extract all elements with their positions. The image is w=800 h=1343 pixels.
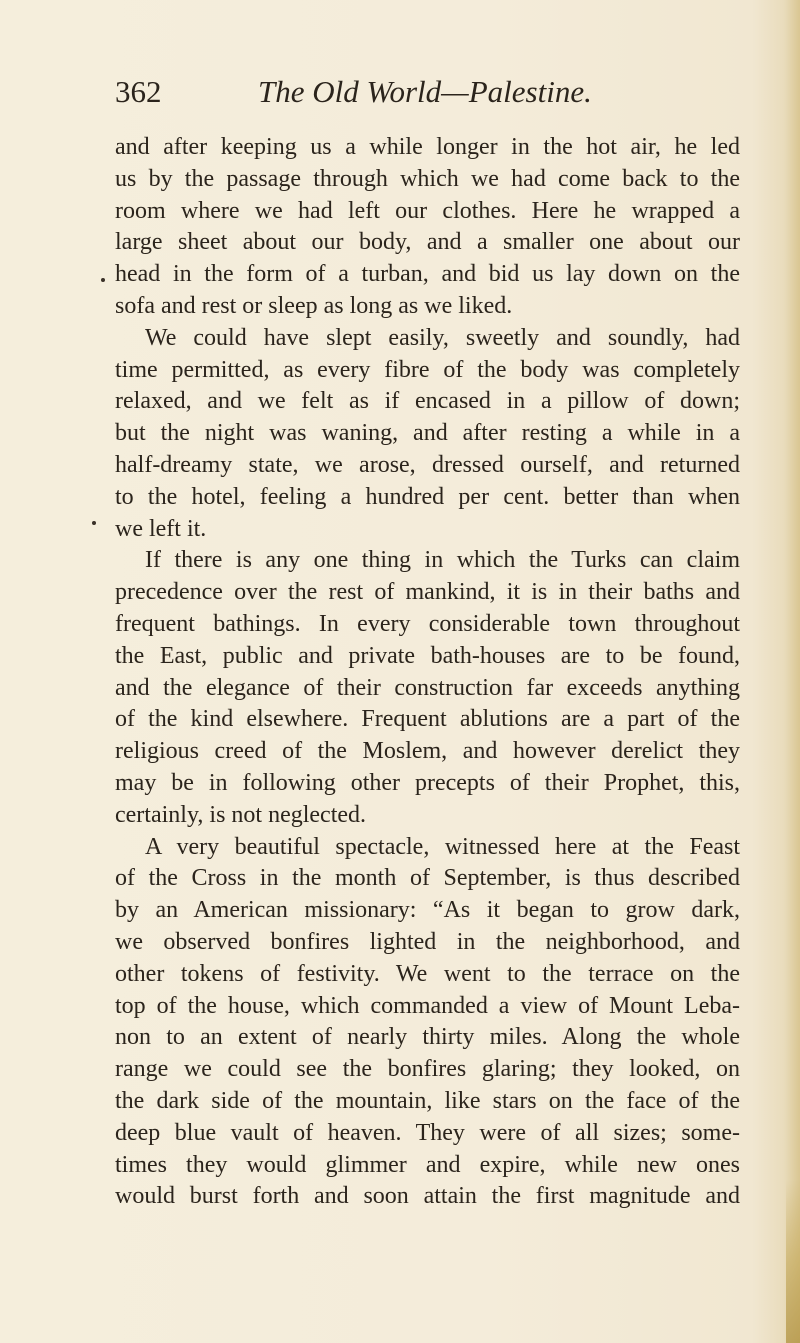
text-line: the East, public and private bath-houses are to be found, — [115, 642, 740, 669]
text-line: non to an extent of nearly thirty miles. Along the whole — [115, 1024, 740, 1051]
text-line: times they would glimmer and expire, while new ones — [115, 1151, 740, 1178]
text-line: the dark side of the mountain, like stars on the face of the — [115, 1087, 740, 1114]
text-line: of the kind elsewhere. Frequent ablutions are a part of the — [115, 706, 740, 733]
text-line: We could have slept easily, sweetly and soundly, had — [145, 324, 740, 351]
text-line: large sheet about our body, and a smaller one about our — [115, 229, 740, 256]
text-line: we observed bonfires lighted in the neighborhood, and — [115, 928, 740, 955]
text-line: precedence over the rest of mankind, it is in their baths and — [115, 579, 740, 606]
text-line: but the night was waning, and after resting a while in a — [115, 420, 740, 447]
text-line: time permitted, as every fibre of the body was completely — [115, 356, 740, 383]
page-edge-stain — [786, 1180, 800, 1343]
text-line: to the hotel, feeling a hundred per cent. better than when — [115, 483, 740, 510]
text-line: frequent bathings. In every considerable town throughout — [115, 610, 740, 637]
margin-dot-mark — [101, 278, 105, 282]
text-line: half-dreamy state, we arose, dressed ourself, and returned — [115, 451, 740, 478]
page-number: 362 — [115, 74, 162, 109]
text-line: range we could see the bonfires glaring; they looked, on — [115, 1056, 740, 1083]
text-line: may be in following other precepts of their Prophet, this, — [115, 769, 740, 796]
text-line: us by the passage through which we had come back to the — [115, 165, 740, 192]
text-line: and after keeping us a while longer in the hot air, he led — [115, 134, 740, 160]
text-line: relaxed, and we felt as if encased in a pillow of down; — [115, 388, 740, 415]
text-line: we left it. — [115, 515, 207, 542]
text-line: and the elegance of their construction far exceeds anything — [115, 674, 740, 701]
text-line: A very beautiful spectacle, witnessed here at the Feast — [145, 833, 740, 860]
body-text — [115, 132, 740, 1213]
text-line: religious creed of the Moslem, and however derelict they — [115, 738, 740, 765]
text-line: would burst forth and soon attain the first magnitude and — [115, 1183, 740, 1210]
text-line: room where we had left our clothes. Here he wrapped a — [115, 197, 740, 224]
text-line: deep blue vault of heaven. They were of all sizes; some- — [115, 1119, 740, 1146]
margin-dot-mark — [92, 521, 96, 525]
page-header — [115, 72, 735, 116]
text-line: head in the form of a turban, and bid us lay down on the — [115, 261, 740, 288]
text-line: top of the house, which commanded a view of Mount Leba- — [115, 992, 740, 1019]
text-line: by an American missionary: “As it began to grow dark, — [115, 897, 740, 924]
running-title: The Old World—Palestine. — [258, 74, 592, 109]
text-line: sofa and rest or sleep as long as we liked. — [115, 292, 513, 319]
text-line: If there is any one thing in which the Turks can claim — [145, 547, 740, 574]
text-line: of the Cross in the month of September, is thus described — [115, 865, 740, 892]
text-line: certainly, is not neglected. — [115, 801, 367, 828]
text-line: other tokens of festivity. We went to the terrace on the — [115, 960, 740, 987]
